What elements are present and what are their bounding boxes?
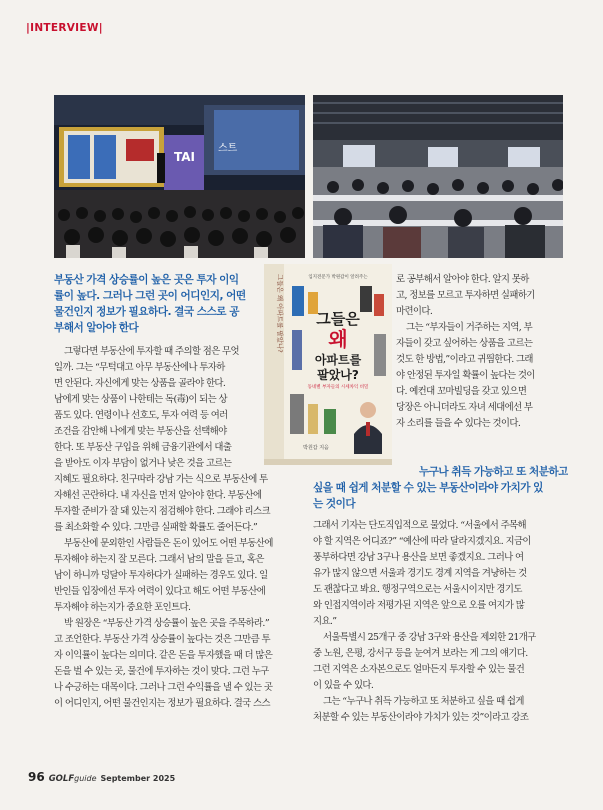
body-line: 도 괜찮다고 봐요. 행정구역으로는 서울시이지만 경기도 bbox=[313, 584, 522, 595]
body-line: 로 공부해서 알아야 한다. 알지 못하 bbox=[396, 274, 529, 285]
subhead-line: 물건인지 정보가 필요하다. 결국 스스로 공 bbox=[54, 306, 239, 318]
body-line: 그래서 기자는 단도직입적으로 물었다. “서울에서 주목해 bbox=[313, 520, 526, 531]
body-line: 그는 “누구나 취득 가능하고 또 처분하고 싶을 때 쉽게 bbox=[323, 696, 524, 707]
body-line: 유가 많지 않으면 서울과 경기도 경계 지역을 겨냥하는 것 bbox=[313, 568, 527, 579]
body-line: 야 할 지역은 어디죠?” “예산에 따라 달라지겠지요. 지금이 bbox=[313, 536, 531, 547]
body-line: 한다. 또 부동산 구입을 위해 금융기관에서 대출 bbox=[54, 442, 232, 453]
brand-golf: GOLF bbox=[48, 774, 75, 784]
body-line: 남에게 맞는 상품이 나한테는 독(毒)이 되는 상 bbox=[54, 394, 227, 405]
left-subhead bbox=[54, 272, 259, 336]
body-line: 을 받아도 이자 부담이 없거나 낮은 것을 고르는 bbox=[54, 458, 232, 469]
body-line: 자들이 갖고 싶어하는 상품을 고르는 bbox=[396, 338, 533, 349]
body-line: 자해선 곤란하다. 내 자신을 먼저 알아야 한다. 부동산에 bbox=[54, 490, 262, 501]
body-line: 돈을 벌 수 있는 곳, 물건에 투자하는 것이 맞다. 그런 누구 bbox=[54, 666, 269, 677]
body-line: 그런 지역은 소자본으로도 얼마든지 투자할 수 있는 물건 bbox=[313, 664, 525, 675]
body-line: 부동산에 문외한인 사람들은 돈이 있어도 어떤 부동산에 bbox=[64, 538, 273, 549]
photo-seminar-audience bbox=[313, 95, 563, 258]
body-line: 남이 하니까 덩달아 투자하다가 실패하는 경우도 있다. 일 bbox=[54, 570, 268, 581]
body-line: 지혜도 필요하다. 친구따라 강남 가는 식으로 부동산에 투 bbox=[54, 474, 268, 485]
body-line: 자 소리를 들을 수 있다는 것이다. bbox=[396, 418, 521, 429]
body-line: 지요.” bbox=[313, 616, 337, 627]
photo-seminar-stage bbox=[54, 95, 305, 258]
body-line: 고 조언한다. 부동산 가격 상승률이 높다는 것은 그만큼 투 bbox=[54, 634, 270, 645]
body-line: 투자해야 하는지 잘 모른다. 그래서 남의 말을 듣고, 혹은 bbox=[54, 554, 264, 565]
body-line: 조건을 감안해 나에게 맞는 부동산을 선택해야 bbox=[54, 426, 227, 437]
book-title-3: 아파트를 bbox=[314, 353, 362, 367]
body-line: 야 안정된 투자일 확률이 높다는 것이 bbox=[396, 370, 535, 381]
right-body-top bbox=[396, 272, 568, 432]
body-line: 이 있을 수 있다. bbox=[313, 680, 374, 691]
subhead-line: 률이 높다. 그러나 그런 곳이 어디인지, 어떤 bbox=[54, 290, 246, 302]
body-line: 것도 한 방법,”이라고 귀띔한다. 그래 bbox=[396, 354, 533, 365]
right-subhead bbox=[313, 464, 568, 512]
body-line: 투자할 준비가 잘 돼 있는지 점검해야 한다. 그래야 리스크 bbox=[54, 506, 270, 517]
body-line: 이 어디인지, 어떤 물건인지는 정보가 필요하다. 결국 스스 bbox=[54, 698, 270, 709]
book-title-4: 팔았나? bbox=[317, 368, 359, 382]
body-line: 풍부하다면 강남 3구나 용산을 보면 좋겠지요. 그러나 여 bbox=[313, 552, 524, 563]
subhead-line: 부해서 알아야 한다 bbox=[54, 322, 139, 334]
subhead-line: 싶을 때 쉽게 처분할 수 있는 부동산이라야 가치가 있 bbox=[313, 482, 543, 494]
book-spine: 그들은 왜 아파트를 팔았나? bbox=[276, 274, 284, 353]
body-line: 와 인접지역이라 저평가된 지역은 앞으로 오를 여지가 많 bbox=[313, 600, 525, 611]
body-line: 처분할 수 있는 부동산이라야 가치가 있는 것”이라고 강조 bbox=[313, 712, 529, 723]
book-title-2: 왜 bbox=[328, 327, 348, 351]
issue-date: September 2025 bbox=[100, 774, 176, 783]
body-line: 그는 “부자들이 거주하는 지역, 부 bbox=[406, 322, 533, 333]
body-line: 그렇다면 부동산에 투자할 때 주의할 점은 무엇 bbox=[64, 346, 239, 357]
body-line: 일까. 그는 “무턱대고 아무 부동산에나 투자하 bbox=[54, 362, 225, 373]
book-cover bbox=[264, 264, 392, 465]
body-line: 박 원장은 “부동산 가격 상승률이 높은 곳을 주목하라.” bbox=[64, 618, 270, 629]
left-body-narrow bbox=[54, 344, 259, 472]
page-footer bbox=[28, 770, 175, 784]
right-body-bottom bbox=[313, 518, 568, 726]
body-line: 나 수긍하는 대목이다. 그러나 그런 수익률을 낼 수 있는 곳 bbox=[54, 682, 273, 693]
body-line: 반인들 입장에선 투자 여력이 있다고 해도 어떤 부동산에 bbox=[54, 586, 266, 597]
body-line: 를 최소화할 수 있다. 그만큼 실패할 확률도 줄어든다.” bbox=[54, 522, 258, 533]
magazine-brand bbox=[49, 774, 97, 784]
body-line: 자 이익률이 높다는 의미다. 같은 돈을 투자했을 때 더 많은 bbox=[54, 650, 273, 661]
book-kicker: 입지전문가 박원갑이 알려주는 bbox=[308, 275, 368, 280]
body-line: 서울특별시 25개구 중 강남 3구와 용산을 제외한 21개구 bbox=[323, 632, 536, 643]
book-author: 박원갑 지음 bbox=[303, 445, 329, 451]
book-title-1: 그들은 bbox=[316, 310, 360, 328]
body-line: 중 노원, 은평, 강서구 등을 눈여겨 보라는 게 그의 얘기다. bbox=[313, 648, 528, 659]
body-line: 투자해야 하는지가 중요한 포인트다. bbox=[54, 602, 191, 613]
screen-text-1: TAI bbox=[174, 150, 196, 164]
body-line: 고, 정보를 모르고 투자하면 실패하기 bbox=[396, 290, 535, 301]
section-tag: |INTERVIEW| bbox=[26, 22, 103, 34]
subhead-line: 부동산 가격 상승률이 높은 곳은 투자 이익 bbox=[54, 274, 239, 286]
section-label: INTERVIEW bbox=[30, 22, 99, 34]
body-line: 마련이다. bbox=[396, 306, 433, 317]
subhead-line: 누구나 취득 가능하고 또 처분하고 bbox=[418, 466, 568, 478]
left-body-wide bbox=[54, 472, 304, 712]
subhead-line: 는 것이다 bbox=[313, 498, 356, 510]
screen-text-2: 스트 bbox=[218, 143, 238, 154]
brand-guide: guide bbox=[74, 774, 97, 783]
body-line: 당장은 아니더라도 자녀 세대에선 부 bbox=[396, 402, 533, 413]
body-line: 품도 있다. 연령이나 선호도, 투자 여력 등 여러 bbox=[54, 410, 228, 421]
page-number: 96 bbox=[28, 770, 45, 784]
body-line: 면 안된다. 자신에게 맞는 상품을 골라야 한다. bbox=[54, 378, 226, 389]
body-line: 다. 예컨대 꼬마빌딩을 갖고 있으면 bbox=[396, 386, 527, 397]
book-tagline: 동네별 부자들의 시세차익 비밀 bbox=[307, 385, 369, 390]
